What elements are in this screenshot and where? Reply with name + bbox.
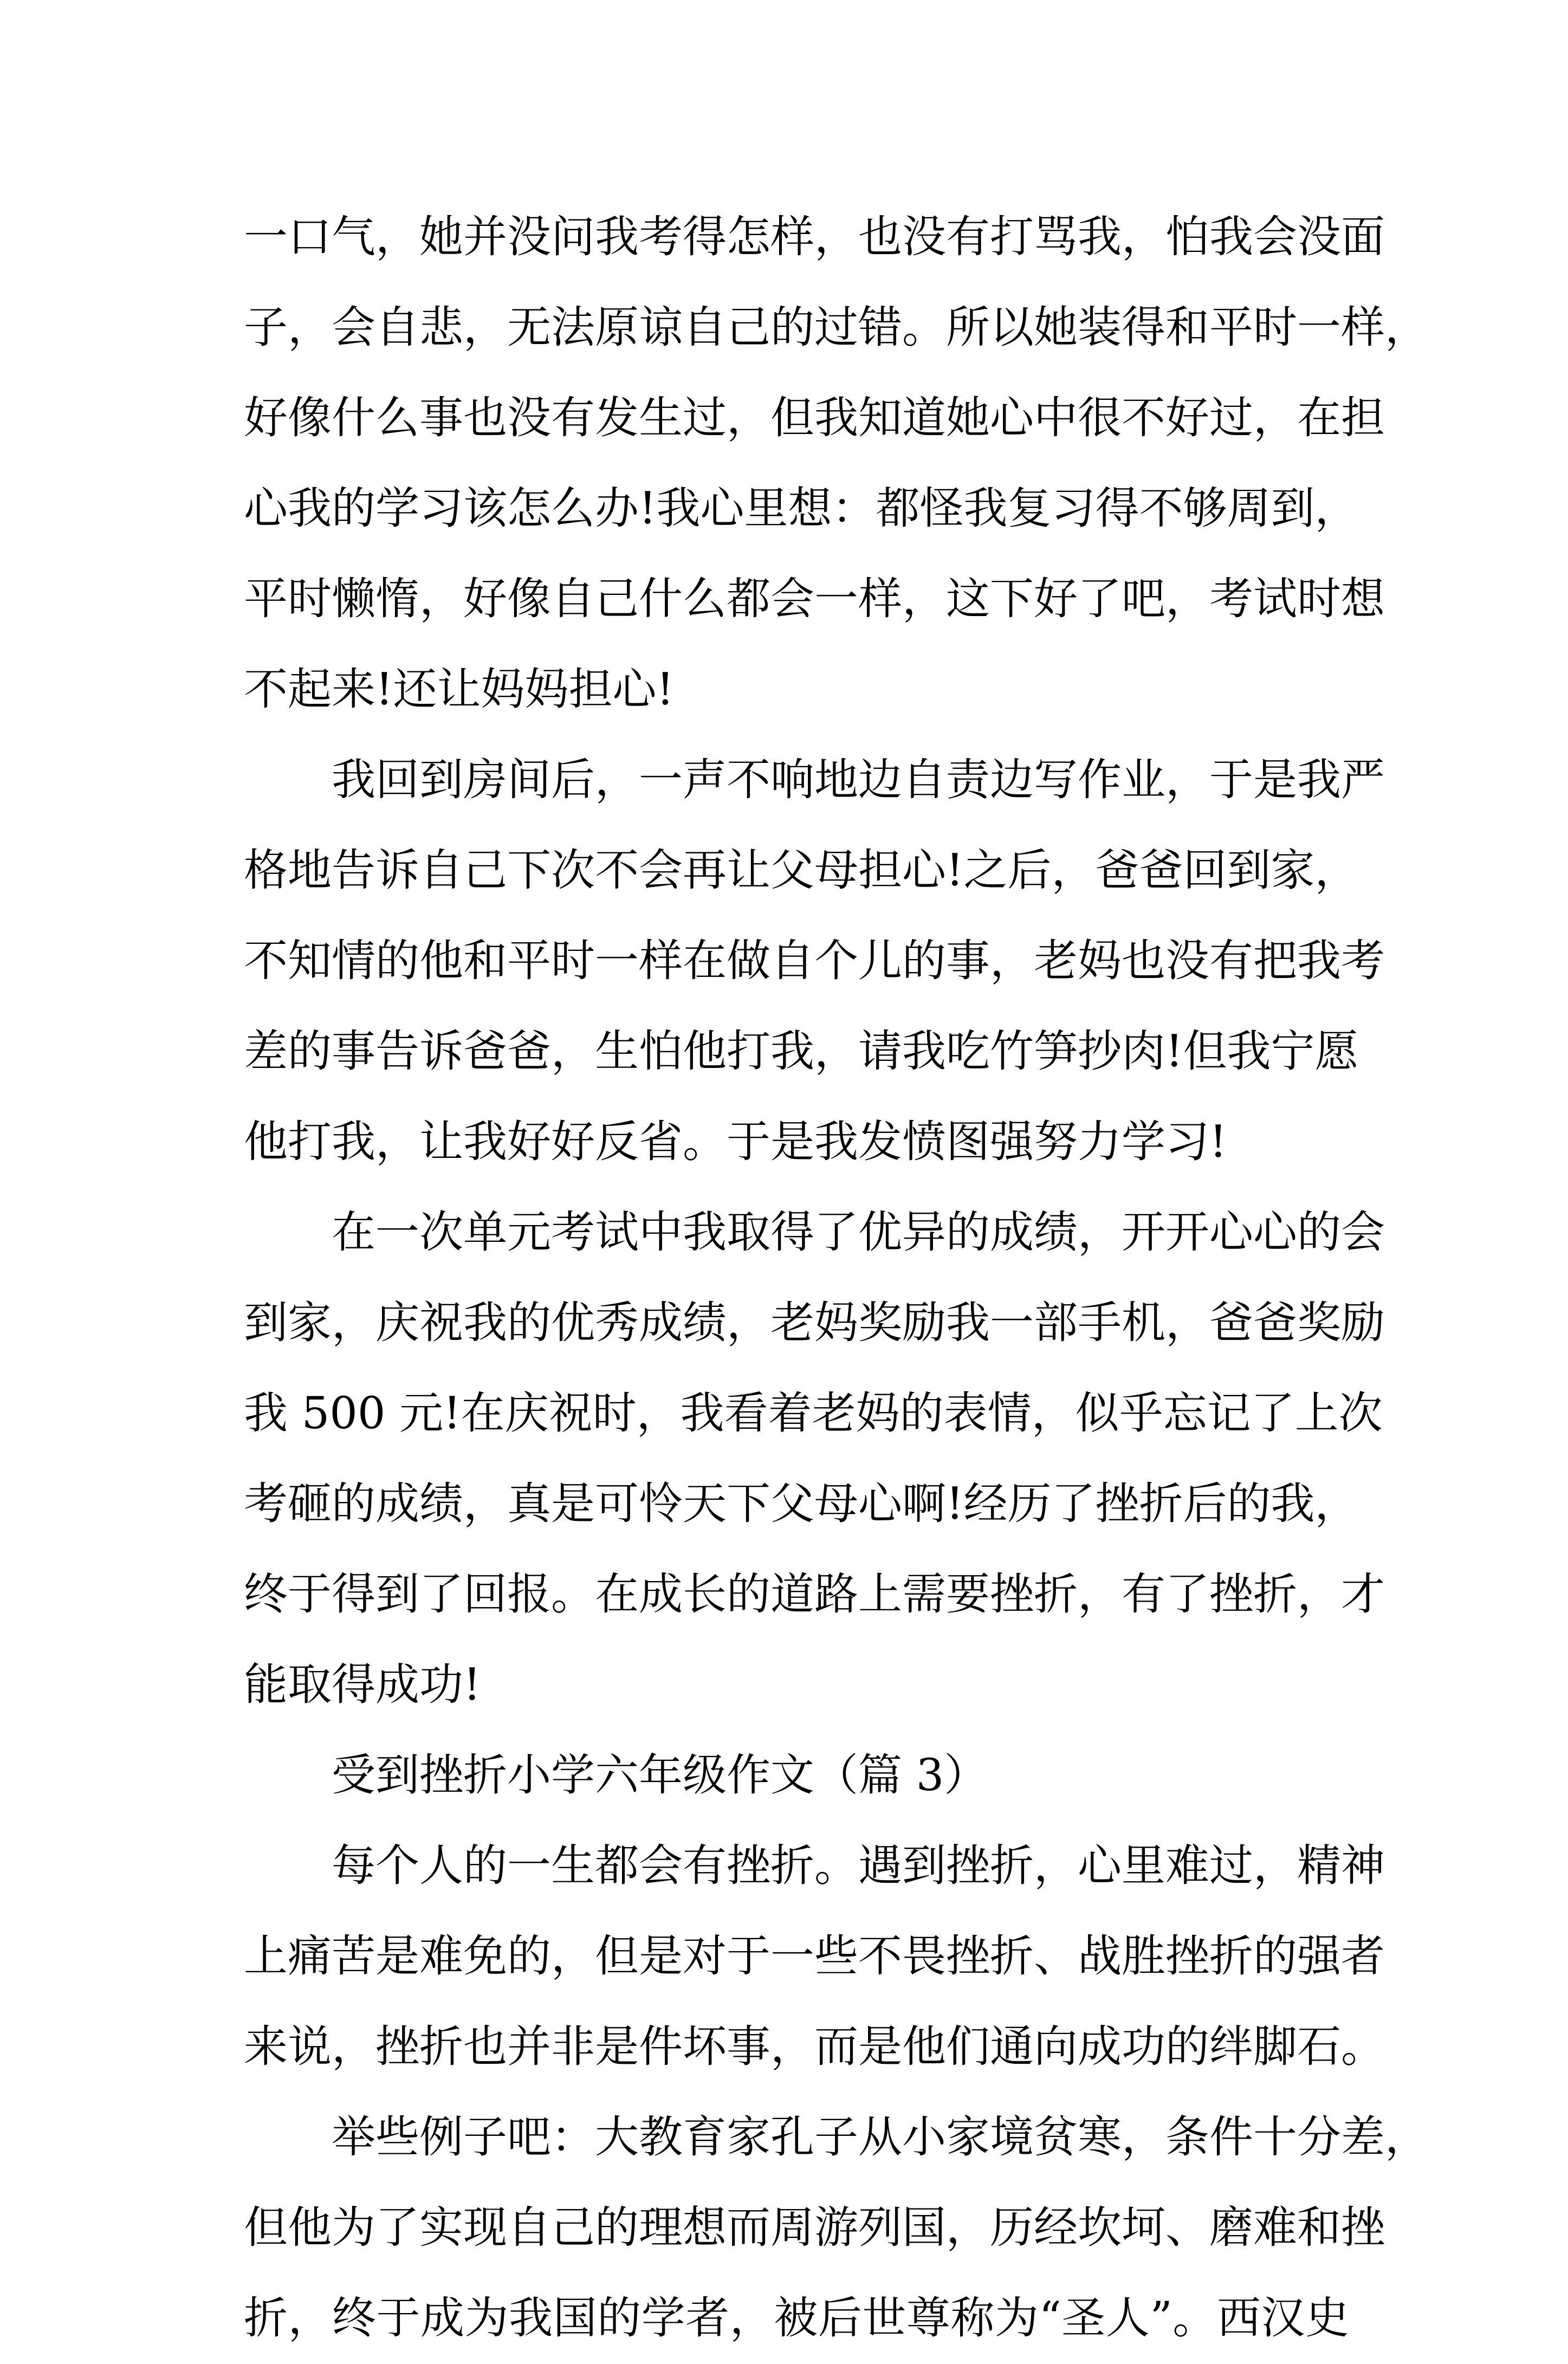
text-line: 不知情的他和平时一样在做自个儿的事，老妈也没有把我考	[244, 936, 1385, 987]
text-line: 折，终于成为我国的学者，被后世尊称为“圣人”。西汉史	[244, 2293, 1349, 2344]
text-line: 终于得到了回报。在成长的道路上需要挫折，有了挫折，才	[244, 1569, 1385, 1620]
text-line: 我回到房间后，一声不响地边自责边写作业，于是我严	[332, 755, 1385, 806]
text-line: 能取得成功!	[244, 1660, 481, 1711]
text-line: 不起来!还让妈妈担心!	[244, 664, 675, 715]
text-line: 子，会自悲，无法原谅自己的过错。所以她装得和平时一样，	[244, 302, 1429, 353]
text-line: 到家，庆祝我的优秀成绩，老妈奖励我一部手机，爸爸奖励	[244, 1298, 1385, 1349]
paragraph	[244, 1188, 1385, 1731]
text-line: 来说，挫折也并非是件坏事，而是他们通向成功的绊脚石。	[244, 2022, 1385, 2072]
text-line: 平时懒惰，好像自己什么都会一样，这下好了吧，考试时想	[244, 574, 1385, 625]
text-line: 在一次单元考试中我取得了优异的成绩，开开心心的会	[332, 1207, 1385, 1258]
text-line: 考砸的成绩，真是可怜天下父母心啊!经历了挫折后的我，	[244, 1479, 1359, 1530]
text-line: 上痛苦是难免的，但是对于一些不畏挫折、战胜挫折的强者	[244, 1931, 1385, 1982]
text-line: 受到挫折小学六年级作文（篇 3）	[332, 1750, 988, 1801]
text-line: 但他为了实现自己的理想而周游列国，历经坎坷、磨难和挫	[244, 2203, 1385, 2253]
text-line: 好像什么事也没有发生过，但我知道她心中很不好过，在担	[244, 393, 1385, 444]
text-line: 举些例子吧：大教育家孔子从小家境贫寒，条件十分差，	[332, 2112, 1429, 2163]
paragraph	[244, 192, 1429, 735]
text-line: 差的事告诉爸爸，生怕他打我，请我吃竹笋抄肉!但我宁愿	[244, 1026, 1359, 1077]
text-line: 心我的学习该怎么办!我心里想：都怪我复习得不够周到，	[244, 483, 1359, 534]
paragraph	[244, 1731, 1349, 1821]
text-line: 他打我，让我好好反省。于是我发愤图强努力学习!	[244, 1117, 1227, 1168]
paragraph	[244, 735, 1385, 1188]
text-line: 我 500 元!在庆祝时，我看着老妈的表情，似乎忘记了上次	[244, 1388, 1383, 1439]
paragraph	[244, 1821, 1385, 2093]
document-body	[244, 192, 1429, 2364]
paragraph	[244, 2093, 1429, 2364]
text-line: 每个人的一生都会有挫折。遇到挫折，心里难过，精神	[332, 1841, 1385, 1892]
text-line: 一口气，她并没问我考得怎样，也没有打骂我，怕我会没面	[244, 212, 1385, 263]
text-line: 格地告诉自己下次不会再让父母担心!之后，爸爸回到家，	[244, 845, 1359, 896]
